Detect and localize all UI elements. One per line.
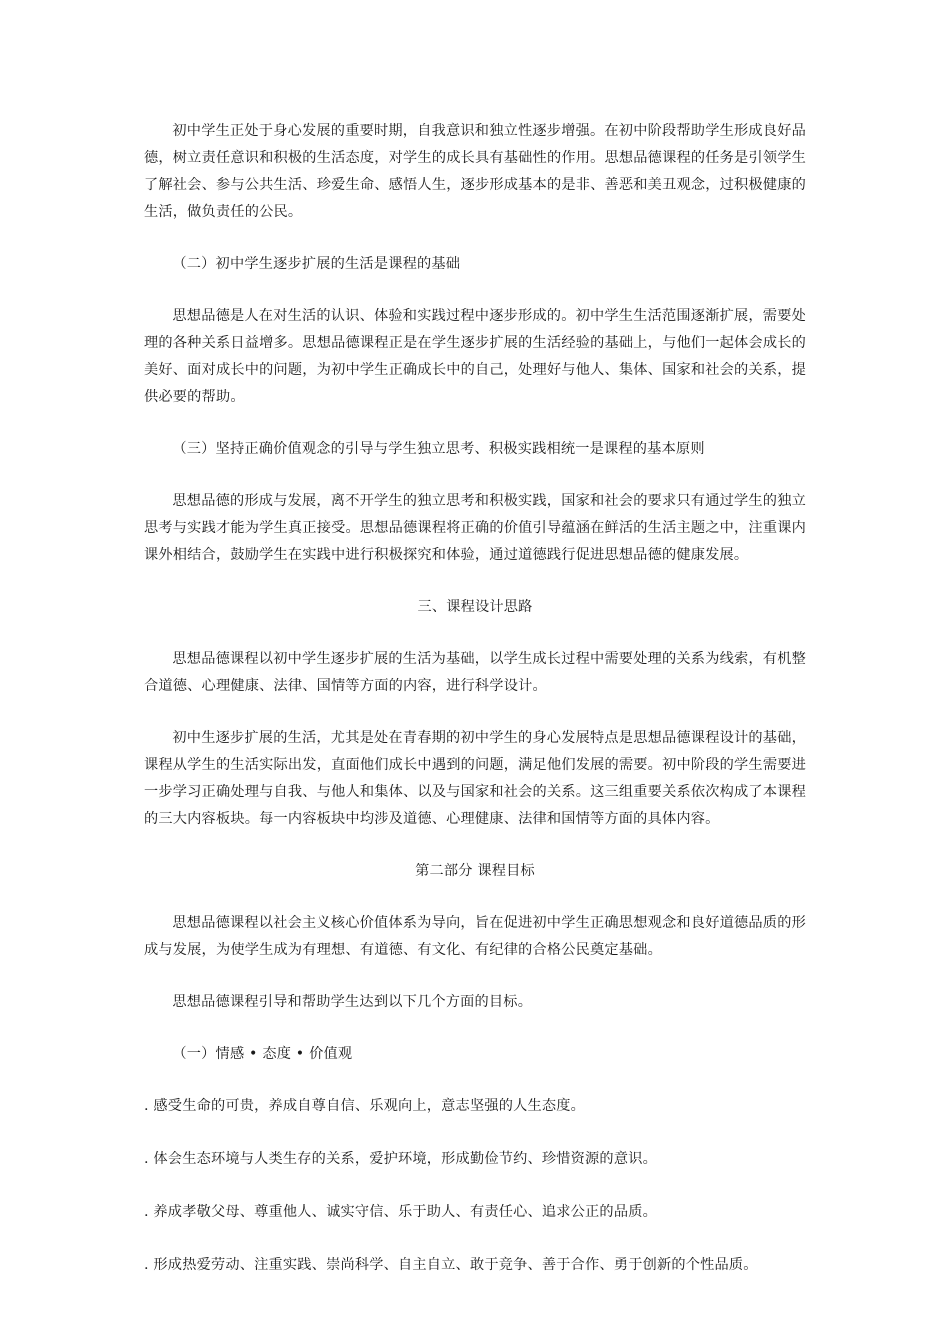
subheading-1: （一）情感 • 态度 • 价值观 (172, 1046, 353, 1062)
paragraph-principle: 思想品德的形成与发展，离不开学生的独立思考和积极实践，国家和社会的要求只有通过学生的独立思考与实践才能为学生真正接受。思想品德课程将正确的价值引导蕴涵在鲜活的生活主题之中，注重课内课外相结合，鼓励学生在实践中进行积极探究和体验，通过道德践行促进思想品德的健康发展。 (144, 493, 806, 563)
paragraph-intro: 初中学生正处于身心发展的重要时期，自我意识和独立性逐步增强。在初中阶段帮助学生形成良好品德，树立责任意识和积极的生活态度，对学生的成长具有基础性的作用。思想品德课程的任务是引领学生了解社会、参与公共生活、珍爱生命、感悟人生，逐步形成基本的是非、善恶和美丑观念，过积极健康的生活，做负责任的公民。 (144, 123, 806, 220)
paragraph-design-2: 初中生逐步扩展的生活，尤其是处在青春期的初中学生的身心发展特点是思想品德课程设计的基础，课程从学生的生活实际出发，直面他们成长中遇到的问题，满足他们发展的需要。初中阶段的学生需要进一步学习正确处理与自我、与他人和集体、以及与国家和社会的关系。这三组重要关系依次构成了本课程的三大内容板块。每一内容板块中均涉及道德、心理健康、法律和国情等方面的具体内容。 (144, 730, 806, 827)
part-heading-goals: 第二部分 课程目标 (415, 863, 535, 879)
paragraph-design-1: 思想品德课程以初中学生逐步扩展的生活为基础，以学生成长过程中需要处理的关系为线索，有机整合道德、心理健康、法律、国情等方面的内容，进行科学设计。 (144, 651, 806, 694)
paragraph-goals-1: 思想品德课程以社会主义核心价值体系为导向，旨在促进初中学生正确思想观念和良好道德品质的形成与发展，为使学生成为有理想、有道德、有文化、有纪律的合格公民奠定基础。 (144, 915, 806, 958)
paragraph-goals-2: 思想品德课程引导和帮助学生达到以下几个方面的目标。 (172, 994, 533, 1010)
paragraph-life-basis: 思想品德是人在对生活的认识、体验和实践过程中逐步形成的。初中学生生活范围逐渐扩展，需要处理的各种关系日益增多。思想品德课程正是在学生逐步扩展的生活经验的基础上，与他们一起体会成长的美好、面对成长中的问题，为初中学生正确成长中的自己，处理好与他人、集体、国家和社会的关系，提供必要的帮助。 (144, 308, 806, 405)
document-page (144, 118, 806, 1305)
section-heading-design: 三、课程设计思路 (417, 599, 533, 615)
bullet-item: . 形成热爱劳动、注重实践、崇尚科学、自主自立、敢于竞争、善于合作、勇于创新的个性品质。 (144, 1257, 758, 1273)
bullet-item: . 感受生命的可贵，养成自尊自信、乐观向上，意志坚强的人生态度。 (144, 1098, 586, 1114)
subheading-2: （二）初中学生逐步扩展的生活是课程的基础 (172, 256, 461, 272)
subheading-3: （三）坚持正确价值观念的引导与学生独立思考、积极实践相统一是课程的基本原则 (172, 441, 705, 457)
bullet-item: . 养成孝敬父母、尊重他人、诚实守信、乐于助人、有责任心、追求公正的品质。 (144, 1204, 657, 1220)
bullet-item: . 体会生态环境与人类生存的关系，爱护环境，形成勤俭节约、珍惜资源的意识。 (144, 1151, 657, 1167)
